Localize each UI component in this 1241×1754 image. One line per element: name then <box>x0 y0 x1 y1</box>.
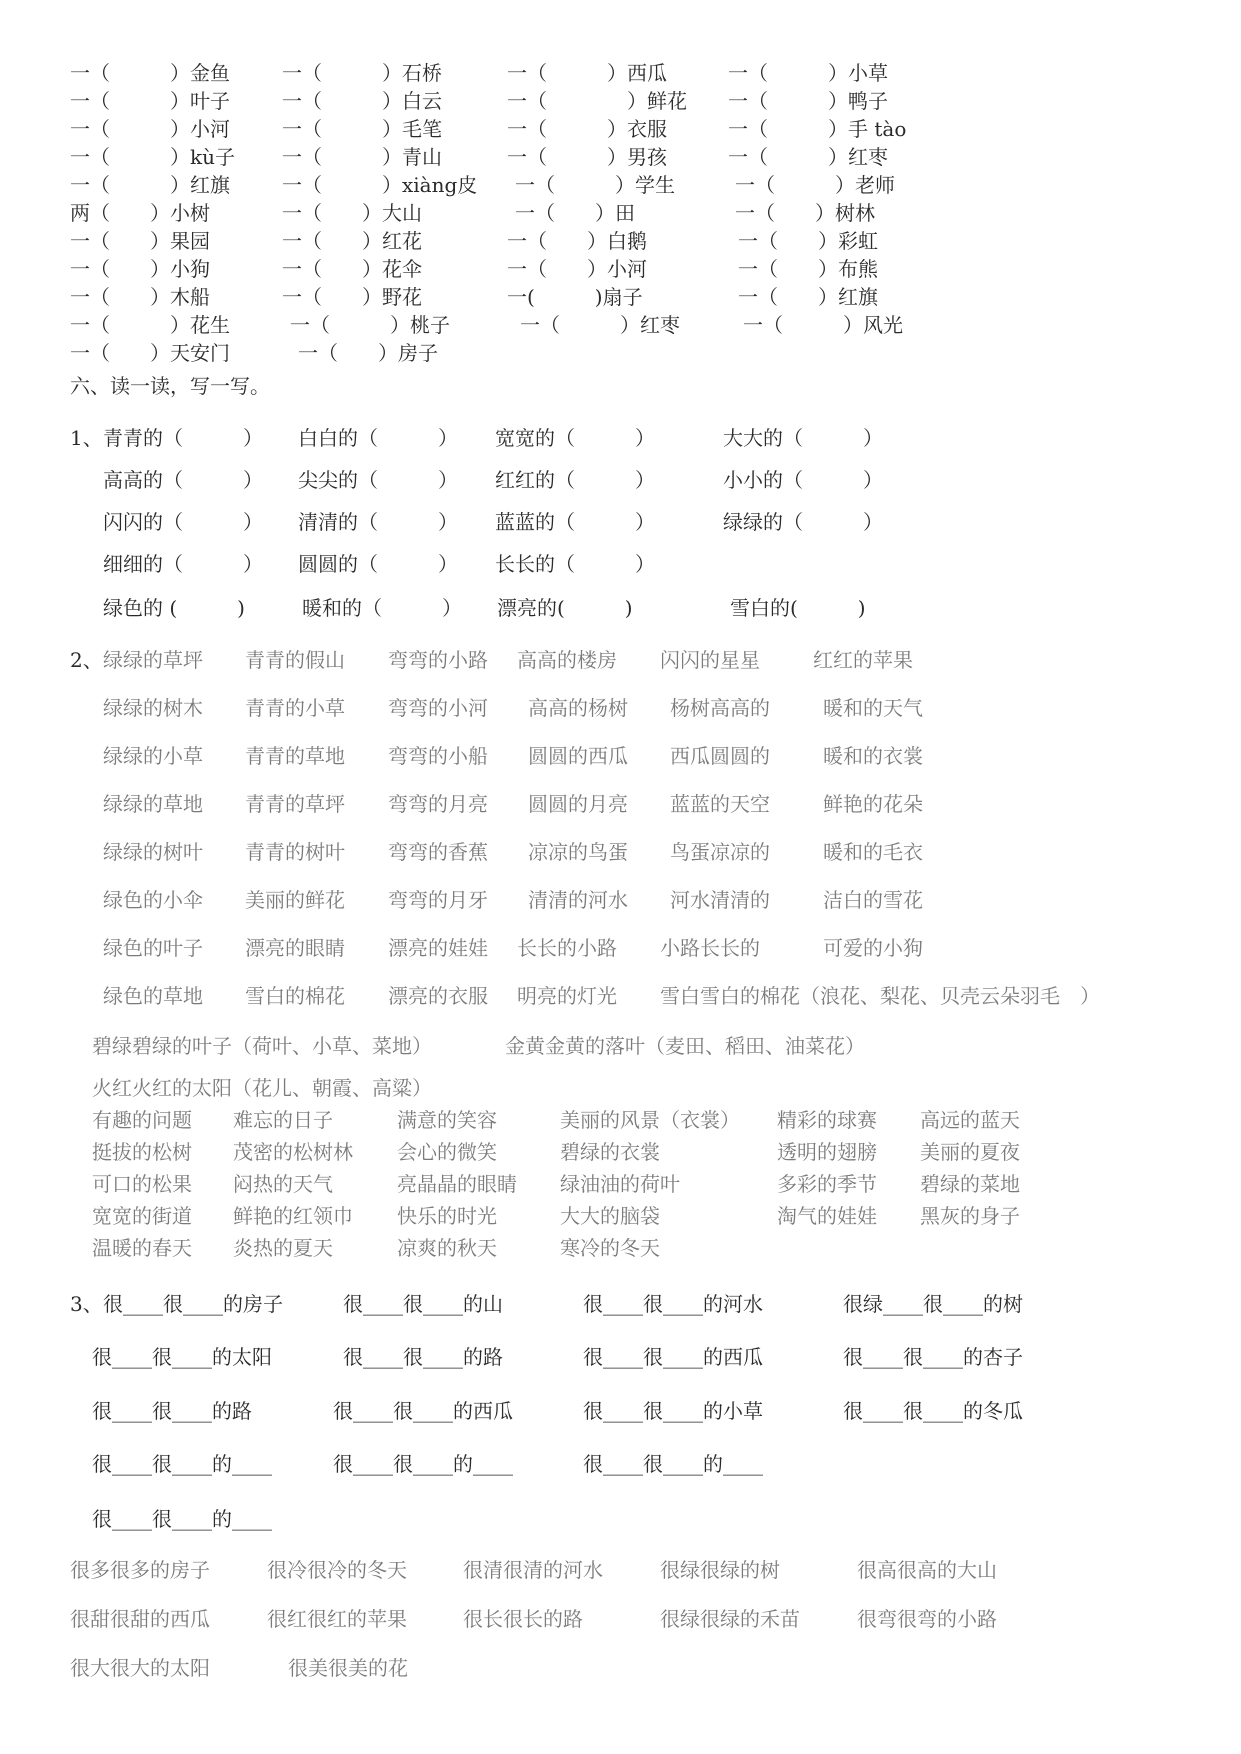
fill-item: 清清的（ ） <box>298 510 458 534</box>
q2-grid-row <box>0 1234 1241 1264</box>
measure-item: 一（ ）白鹅 <box>507 229 647 253</box>
fill-item: 很____很____的西瓜 <box>333 1399 513 1423</box>
phrase: 高高的楼房 <box>517 648 617 672</box>
answer-row <box>0 1556 1241 1586</box>
q2-grid-row <box>0 1170 1241 1200</box>
fill-item: 圆圆的（ ） <box>298 552 458 576</box>
phrase: 青青的草坪 <box>245 792 345 816</box>
phrase: 满意的笑容 <box>397 1108 497 1132</box>
answer-phrase: 很高很高的大山 <box>857 1558 997 1582</box>
measure-item: 一（ ）西瓜 <box>507 61 667 85</box>
q2-row <box>0 790 1241 820</box>
phrase: 大大的脑袋 <box>560 1204 660 1228</box>
measure-item: 一（ ）花伞 <box>282 257 422 281</box>
fill-item: 很____很____的路 <box>92 1399 252 1423</box>
q3-row <box>0 1450 1241 1480</box>
phrase: 鸟蛋凉凉的 <box>670 840 770 864</box>
phrase: 火红火红的太阳（花儿、朝霞、高粱） <box>92 1076 432 1100</box>
phrase: 绿油油的荷叶 <box>560 1172 680 1196</box>
fill-item: 很____很____的____ <box>92 1507 272 1531</box>
fill-item: 小小的（ ） <box>723 468 883 492</box>
phrase: 难忘的日子 <box>233 1108 333 1132</box>
measure-item: 一（ ）红花 <box>282 229 422 253</box>
phrase: 红红的苹果 <box>813 648 913 672</box>
measure-item: 一（ ）小河 <box>507 257 647 281</box>
phrase: 碧绿碧绿的叶子（荷叶、小草、菜地） <box>92 1034 432 1058</box>
measure-item: 一（ ）手 tào <box>728 117 907 141</box>
fill-item: 尖尖的（ ） <box>298 468 458 492</box>
measure-row <box>0 256 1241 286</box>
q1-row <box>0 466 1241 496</box>
phrase: 有趣的问题 <box>92 1108 192 1132</box>
fill-item: 绿色的 ( ) <box>103 596 245 620</box>
q2-extra-row <box>0 1032 1241 1062</box>
phrase: 亮晶晶的眼睛 <box>397 1172 517 1196</box>
q2-extra-row <box>0 1074 1241 1104</box>
measure-item: 一（ ）石桥 <box>282 61 442 85</box>
answer-phrase: 很绿很绿的禾苗 <box>660 1607 800 1631</box>
answer-phrase: 很甜很甜的西瓜 <box>70 1607 210 1631</box>
fill-item: 很绿____很____的树 <box>843 1292 1023 1316</box>
fill-item: 蓝蓝的（ ） <box>495 510 655 534</box>
question-number: 1、 <box>70 426 103 450</box>
answer-phrase: 很绿很绿的树 <box>660 1558 780 1582</box>
measure-row <box>0 312 1241 342</box>
q2-row <box>0 886 1241 916</box>
phrase: 青青的草地 <box>245 744 345 768</box>
phrase: 弯弯的小河 <box>388 696 488 720</box>
phrase: 绿色的叶子 <box>103 936 203 960</box>
measure-item: 一（ ）房子 <box>298 341 438 365</box>
q2-grid-row <box>0 1202 1241 1232</box>
fill-item: 绿绿的（ ） <box>723 510 883 534</box>
fill-item: 很____很____的小草 <box>583 1399 763 1423</box>
fill-item: 漂亮的( ) <box>497 596 633 620</box>
measure-item: 一（ ）小河 <box>70 117 230 141</box>
measure-item: 一（ ）木船 <box>70 285 210 309</box>
measure-item: 一（ ）鲜花 <box>507 89 687 113</box>
fill-item: 高高的（ ） <box>103 468 263 492</box>
phrase: 圆圆的月亮 <box>528 792 628 816</box>
measure-item: 一（ ）老师 <box>735 173 895 197</box>
fill-item: 很____很____的房子 <box>103 1292 283 1316</box>
measure-item: 一（ ）叶子 <box>70 89 230 113</box>
answer-phrase: 很美很美的花 <box>288 1656 408 1680</box>
measure-item: 一（ ）桃子 <box>290 313 450 337</box>
measure-row <box>0 340 1241 370</box>
q2-grid-row <box>0 1138 1241 1168</box>
measure-item: 一（ ）鸭子 <box>728 89 888 113</box>
phrase: 茂密的松树林 <box>233 1140 353 1164</box>
phrase: 黑灰的身子 <box>920 1204 1020 1228</box>
measure-row <box>0 172 1241 202</box>
fill-item: 很____很____的____ <box>333 1452 513 1476</box>
answer-phrase: 很冷很冷的冬天 <box>267 1558 407 1582</box>
section-heading: 六、读一读，写一写。 <box>70 374 270 398</box>
phrase: 鲜艳的花朵 <box>823 792 923 816</box>
phrase: 高高的杨树 <box>528 696 628 720</box>
q2-row <box>0 742 1241 772</box>
fill-item: 很____很____的____ <box>583 1452 763 1476</box>
phrase: 可爱的小狗 <box>823 936 923 960</box>
measure-item: 一（ ）青山 <box>282 145 442 169</box>
measure-item: 一（ ）红枣 <box>728 145 888 169</box>
measure-item: 两（ ）小树 <box>70 201 210 225</box>
phrase: 凉凉的鸟蛋 <box>528 840 628 864</box>
measure-item: 一（ ）花生 <box>70 313 230 337</box>
phrase: 河水清清的 <box>670 888 770 912</box>
phrase: 金黄金黄的落叶（麦田、稻田、油菜花） <box>505 1034 865 1058</box>
fill-item: 白白的（ ） <box>298 426 458 450</box>
fill-item: 雪白的( ) <box>730 596 866 620</box>
phrase: 长长的小路 <box>517 936 617 960</box>
q1-row <box>0 424 1241 454</box>
phrase: 青青的小草 <box>245 696 345 720</box>
answer-phrase: 很弯很弯的小路 <box>857 1607 997 1631</box>
answer-phrase: 很大很大的太阳 <box>70 1656 210 1680</box>
measure-row <box>0 116 1241 146</box>
phrase: 雪白雪白的棉花（浪花、梨花、贝壳云朵羽毛 ） <box>660 984 1100 1008</box>
question-number: 3、 <box>70 1292 103 1316</box>
fill-item: 很____很____的冬瓜 <box>843 1399 1023 1423</box>
phrase: 暖和的天气 <box>823 696 923 720</box>
phrase: 西瓜圆圆的 <box>670 744 770 768</box>
fill-item: 很____很____的路 <box>343 1345 503 1369</box>
phrase: 青青的树叶 <box>245 840 345 864</box>
q1-row <box>0 508 1241 538</box>
measure-item: 一（ ）小狗 <box>70 257 210 281</box>
phrase: 碧绿的菜地 <box>920 1172 1020 1196</box>
phrase: 闪闪的星星 <box>660 648 760 672</box>
phrase: 绿绿的树叶 <box>103 840 203 864</box>
phrase: 弯弯的小船 <box>388 744 488 768</box>
q3-row <box>0 1290 1241 1320</box>
phrase: 弯弯的月牙 <box>388 888 488 912</box>
phrase: 闷热的天气 <box>233 1172 333 1196</box>
measure-item: 一（ ）田 <box>515 201 635 225</box>
phrase: 漂亮的娃娃 <box>388 936 488 960</box>
phrase: 寒冷的冬天 <box>560 1236 660 1260</box>
q1-row <box>0 594 1241 624</box>
measure-item: 一（ ）天安门 <box>70 341 230 365</box>
measure-item: 一（ ）kù子 <box>70 145 235 169</box>
phrase: 绿色的小伞 <box>103 888 203 912</box>
answer-phrase: 很红很红的苹果 <box>267 1607 407 1631</box>
phrase: 雪白的棉花 <box>245 984 345 1008</box>
phrase: 漂亮的衣服 <box>388 984 488 1008</box>
phrase: 洁白的雪花 <box>823 888 923 912</box>
phrase: 蓝蓝的天空 <box>670 792 770 816</box>
fill-item: 细细的（ ） <box>103 552 263 576</box>
phrase: 暖和的毛衣 <box>823 840 923 864</box>
phrase: 绿绿的树木 <box>103 696 203 720</box>
measure-item: 一（ ）小草 <box>728 61 888 85</box>
measure-item: 一（ ）布熊 <box>738 257 878 281</box>
phrase: 高远的蓝天 <box>920 1108 1020 1132</box>
measure-item: 一（ ）xiàng皮 <box>282 173 478 197</box>
measure-item: 一（ ）野花 <box>282 285 422 309</box>
q3-row <box>0 1505 1241 1535</box>
measure-item: 一（ ）果园 <box>70 229 210 253</box>
phrase: 温暖的春天 <box>92 1236 192 1260</box>
measure-item: 一（ ）学生 <box>515 173 675 197</box>
measure-item: 一（ ）红旗 <box>738 285 878 309</box>
phrase: 绿绿的草地 <box>103 792 203 816</box>
measure-item: 一（ ）大山 <box>282 201 422 225</box>
measure-item: 一（ ）红旗 <box>70 173 230 197</box>
fill-item: 很____很____的杏子 <box>843 1345 1023 1369</box>
phrase: 青青的假山 <box>245 648 345 672</box>
fill-item: 很____很____的西瓜 <box>583 1345 763 1369</box>
phrase: 美丽的鲜花 <box>245 888 345 912</box>
measure-row <box>0 88 1241 118</box>
q2-row <box>0 934 1241 964</box>
phrase: 淘气的娃娃 <box>777 1204 877 1228</box>
q3-row <box>0 1397 1241 1427</box>
phrase: 暖和的衣裳 <box>823 744 923 768</box>
phrase: 多彩的季节 <box>777 1172 877 1196</box>
phrase: 炎热的夏天 <box>233 1236 333 1260</box>
phrase: 弯弯的小路 <box>388 648 488 672</box>
phrase: 绿绿的草坪 <box>103 648 203 672</box>
q1-row <box>0 550 1241 580</box>
fill-item: 青青的（ ） <box>103 426 263 450</box>
measure-item: 一（ ）金鱼 <box>70 61 230 85</box>
measure-row <box>0 228 1241 258</box>
phrase: 会心的微笑 <box>397 1140 497 1164</box>
phrase: 绿绿的小草 <box>103 744 203 768</box>
fill-item: 闪闪的（ ） <box>103 510 263 534</box>
phrase: 明亮的灯光 <box>517 984 617 1008</box>
fill-item: 红红的（ ） <box>495 468 655 492</box>
phrase: 清清的河水 <box>528 888 628 912</box>
phrase: 宽宽的街道 <box>92 1204 192 1228</box>
measure-item: 一( )扇子 <box>507 285 643 309</box>
phrase: 弯弯的香蕉 <box>388 840 488 864</box>
phrase: 圆圆的西瓜 <box>528 744 628 768</box>
fill-item: 宽宽的（ ） <box>495 426 655 450</box>
answer-row <box>0 1605 1241 1635</box>
answer-phrase: 很长很长的路 <box>463 1607 583 1631</box>
phrase: 凉爽的秋天 <box>397 1236 497 1260</box>
phrase: 弯弯的月亮 <box>388 792 488 816</box>
answer-phrase: 很多很多的房子 <box>70 1558 210 1582</box>
phrase: 碧绿的衣裳 <box>560 1140 660 1164</box>
phrase: 精彩的球赛 <box>777 1108 877 1132</box>
phrase: 美丽的风景（衣裳） <box>560 1108 740 1132</box>
measure-item: 一（ ）毛笔 <box>282 117 442 141</box>
measure-item: 一（ ）风光 <box>743 313 903 337</box>
q2-grid-row <box>0 1106 1241 1136</box>
phrase: 透明的翅膀 <box>777 1140 877 1164</box>
q3-row <box>0 1343 1241 1373</box>
q2-row <box>0 982 1241 1012</box>
fill-item: 长长的（ ） <box>495 552 655 576</box>
fill-item: 暖和的（ ） <box>302 596 462 620</box>
measure-row <box>0 144 1241 174</box>
measure-row <box>0 284 1241 314</box>
phrase: 鲜艳的红领巾 <box>233 1204 353 1228</box>
fill-item: 很____很____的河水 <box>583 1292 763 1316</box>
fill-item: 很____很____的太阳 <box>92 1345 272 1369</box>
phrase: 美丽的夏夜 <box>920 1140 1020 1164</box>
measure-row <box>0 200 1241 230</box>
measure-item: 一（ ）树林 <box>735 201 875 225</box>
fill-item: 大大的（ ） <box>723 426 883 450</box>
q2-row <box>0 694 1241 724</box>
measure-item: 一（ ）彩虹 <box>738 229 878 253</box>
measure-item: 一（ ）衣服 <box>507 117 667 141</box>
measure-row <box>0 60 1241 90</box>
phrase: 杨树高高的 <box>670 696 770 720</box>
phrase: 绿色的草地 <box>103 984 203 1008</box>
phrase: 小路长长的 <box>660 936 760 960</box>
question-number: 2、 <box>70 648 103 672</box>
phrase: 漂亮的眼睛 <box>245 936 345 960</box>
measure-item: 一（ ）红枣 <box>520 313 680 337</box>
q2-row <box>0 838 1241 868</box>
measure-item: 一（ ）白云 <box>282 89 442 113</box>
phrase: 挺拔的松树 <box>92 1140 192 1164</box>
phrase: 快乐的时光 <box>397 1204 497 1228</box>
fill-item: 很____很____的山 <box>343 1292 503 1316</box>
answer-row <box>0 1654 1241 1684</box>
answer-phrase: 很清很清的河水 <box>463 1558 603 1582</box>
phrase: 可口的松果 <box>92 1172 192 1196</box>
q2-row <box>0 646 1241 676</box>
fill-item: 很____很____的____ <box>92 1452 272 1476</box>
measure-item: 一（ ）男孩 <box>507 145 667 169</box>
